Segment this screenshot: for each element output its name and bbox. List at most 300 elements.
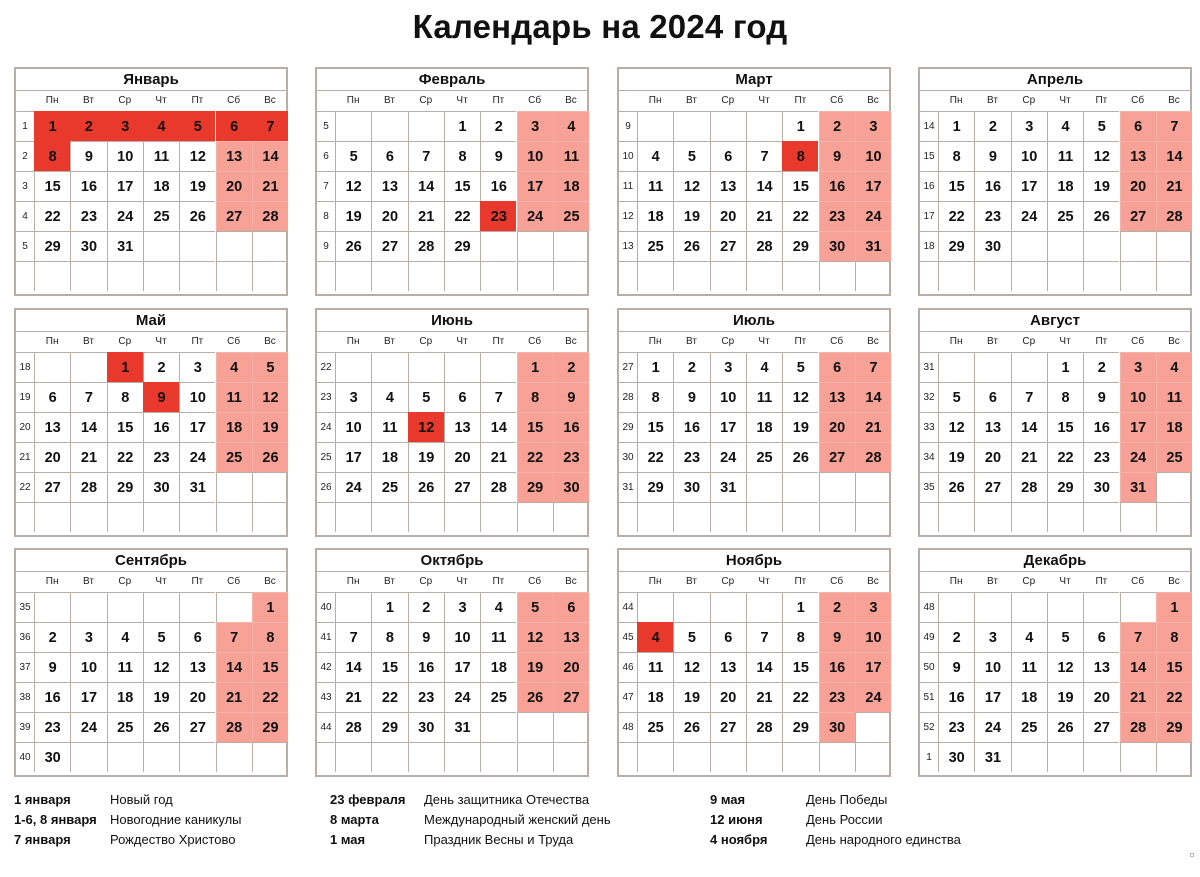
day-cell: 4 — [637, 141, 673, 171]
day-cell: 9 — [34, 652, 70, 682]
empty-cell — [480, 712, 516, 742]
empty-cell — [673, 592, 709, 622]
month-name: Ноябрь — [619, 550, 889, 572]
day-cell: 28 — [480, 472, 516, 502]
day-cell: 18 — [637, 201, 673, 231]
day-cell: 26 — [1083, 201, 1119, 231]
day-cell: 6 — [1083, 622, 1119, 652]
empty-cell — [1011, 502, 1047, 532]
day-cell: 17 — [517, 171, 553, 201]
day-cell: 18 — [1011, 682, 1047, 712]
day-cell: 1 — [517, 352, 553, 382]
holiday-name: Праздник Весны и Труда — [424, 832, 574, 847]
day-cell: 27 — [819, 442, 855, 472]
week-number: 51 — [920, 682, 938, 712]
day-cell: 10 — [855, 141, 891, 171]
day-cell: 17 — [855, 652, 891, 682]
empty-cell — [746, 502, 782, 532]
weekday-header: Чт — [155, 576, 167, 587]
day-cell: 24 — [107, 201, 143, 231]
day-cell: 10 — [1011, 141, 1047, 171]
day-cell: 27 — [710, 712, 746, 742]
day-cell: 15 — [782, 171, 818, 201]
day-cell: 10 — [1120, 382, 1156, 412]
week-number: 6 — [317, 141, 335, 171]
weekday-header: Пт — [492, 336, 505, 347]
empty-cell — [143, 261, 179, 291]
day-cell: 26 — [335, 231, 371, 261]
weekday-header: Пн — [648, 336, 662, 347]
day-cell: 11 — [1047, 141, 1083, 171]
day-cell: 10 — [179, 382, 215, 412]
week-number: 48 — [920, 592, 938, 622]
day-cell: 3 — [1011, 111, 1047, 141]
holiday-date: 8 марта — [330, 812, 379, 827]
empty-cell — [444, 261, 480, 291]
holiday-name: День Победы — [806, 792, 888, 807]
week-number: 18 — [920, 231, 938, 261]
weekday-header: Пт — [1095, 336, 1108, 347]
empty-cell — [855, 261, 891, 291]
weekday-header: Чт — [1059, 336, 1071, 347]
day-cell: 18 — [553, 171, 589, 201]
day-cell: 18 — [1156, 412, 1192, 442]
holiday-name: Международный женский день — [424, 812, 611, 827]
empty-cell — [252, 742, 288, 772]
day-cell: 17 — [179, 412, 215, 442]
weekday-header: Сб — [830, 336, 844, 347]
day-cell: 3 — [855, 592, 891, 622]
day-cell: 13 — [34, 412, 70, 442]
week-number: 8 — [317, 201, 335, 231]
week-number: 22 — [317, 352, 335, 382]
empty-cell — [637, 111, 673, 141]
day-cell: 30 — [143, 472, 179, 502]
empty-cell — [1156, 231, 1192, 261]
weekday-header: Ср — [419, 95, 433, 106]
weekday-header: Чт — [155, 95, 167, 106]
week-number: 15 — [920, 141, 938, 171]
day-cell: 5 — [335, 141, 371, 171]
month-8 — [918, 308, 1192, 537]
weekday-header: Ср — [721, 95, 735, 106]
day-cell: 22 — [34, 201, 70, 231]
day-cell: 10 — [974, 652, 1010, 682]
day-cell: 24 — [444, 682, 480, 712]
day-cell: 9 — [819, 622, 855, 652]
day-cell: 10 — [444, 622, 480, 652]
day-cell: 2 — [143, 352, 179, 382]
week-number — [317, 261, 335, 291]
week-number: 29 — [619, 412, 637, 442]
day-cell: 9 — [819, 141, 855, 171]
day-cell: 15 — [637, 412, 673, 442]
day-cell: 6 — [710, 141, 746, 171]
day-cell: 3 — [710, 352, 746, 382]
day-cell: 20 — [710, 201, 746, 231]
week-number: 5 — [317, 111, 335, 141]
empty-cell — [335, 352, 371, 382]
day-cell: 23 — [553, 442, 589, 472]
day-cell: 21 — [335, 682, 371, 712]
day-cell: 22 — [782, 201, 818, 231]
empty-cell — [673, 261, 709, 291]
day-cell: 27 — [1120, 201, 1156, 231]
day-cell: 6 — [1120, 111, 1156, 141]
empty-cell — [710, 502, 746, 532]
empty-cell — [938, 261, 974, 291]
day-cell: 3 — [974, 622, 1010, 652]
day-cell: 13 — [444, 412, 480, 442]
week-number — [619, 502, 637, 532]
day-cell: 14 — [855, 382, 891, 412]
day-cell: 19 — [335, 201, 371, 231]
day-cell: 31 — [855, 231, 891, 261]
empty-cell — [216, 742, 252, 772]
weekday-header: Сб — [227, 576, 241, 587]
day-cell: 30 — [938, 742, 974, 772]
day-cell: 10 — [335, 412, 371, 442]
day-cell: 2 — [408, 592, 444, 622]
empty-cell — [480, 502, 516, 532]
empty-cell — [335, 111, 371, 141]
day-cell: 8 — [938, 141, 974, 171]
day-cell: 28 — [1120, 712, 1156, 742]
empty-cell — [1156, 472, 1192, 502]
day-cell: 25 — [371, 472, 407, 502]
day-cell: 7 — [855, 352, 891, 382]
day-cell: 10 — [855, 622, 891, 652]
weekday-header: Сб — [227, 336, 241, 347]
empty-cell — [517, 502, 553, 532]
day-cell: 8 — [782, 141, 818, 171]
weekday-header: Вт — [383, 576, 395, 587]
empty-cell — [216, 231, 252, 261]
day-cell: 25 — [1011, 712, 1047, 742]
day-cell: 30 — [974, 231, 1010, 261]
day-cell: 12 — [143, 652, 179, 682]
empty-cell — [710, 742, 746, 772]
day-cell: 13 — [974, 412, 1010, 442]
weekday-header: Вс — [1168, 336, 1180, 347]
day-cell: 19 — [938, 442, 974, 472]
week-number: 21 — [16, 442, 34, 472]
week-number: 27 — [619, 352, 637, 382]
day-cell: 6 — [819, 352, 855, 382]
empty-cell — [637, 592, 673, 622]
empty-cell — [1120, 502, 1156, 532]
week-number: 41 — [317, 622, 335, 652]
day-cell: 5 — [1047, 622, 1083, 652]
weekday-header: Сб — [830, 95, 844, 106]
week-number: 9 — [317, 231, 335, 261]
empty-cell — [1047, 261, 1083, 291]
empty-cell — [1156, 742, 1192, 772]
week-number: 16 — [920, 171, 938, 201]
empty-cell — [1083, 592, 1119, 622]
week-number: 33 — [920, 412, 938, 442]
day-cell: 9 — [673, 382, 709, 412]
empty-cell — [819, 261, 855, 291]
weekday-header: Пн — [45, 95, 59, 106]
empty-cell — [782, 502, 818, 532]
empty-cell — [553, 231, 589, 261]
day-cell: 19 — [673, 201, 709, 231]
week-number: 31 — [920, 352, 938, 382]
week-number: 1 — [920, 742, 938, 772]
day-cell: 27 — [216, 201, 252, 231]
day-cell: 13 — [1120, 141, 1156, 171]
weekday-header: Вс — [264, 336, 276, 347]
day-cell: 8 — [1047, 382, 1083, 412]
empty-cell — [408, 111, 444, 141]
day-cell: 1 — [782, 592, 818, 622]
week-number: 2 — [16, 141, 34, 171]
empty-cell — [70, 502, 106, 532]
weekday-header: Вт — [685, 576, 697, 587]
weekday-header: Пт — [191, 95, 204, 106]
month-name: Февраль — [317, 69, 587, 91]
empty-cell — [974, 592, 1010, 622]
month-name: Апрель — [920, 69, 1190, 91]
day-cell: 15 — [371, 652, 407, 682]
day-cell: 10 — [517, 141, 553, 171]
week-number: 10 — [619, 141, 637, 171]
week-number: 39 — [16, 712, 34, 742]
empty-cell — [673, 111, 709, 141]
day-cell: 30 — [34, 742, 70, 772]
day-cell: 26 — [673, 712, 709, 742]
empty-cell — [1047, 592, 1083, 622]
holiday-date: 1 мая — [330, 832, 366, 847]
week-number: 40 — [16, 742, 34, 772]
day-cell: 7 — [1156, 111, 1192, 141]
day-cell: 9 — [143, 382, 179, 412]
empty-cell — [637, 742, 673, 772]
week-number: 52 — [920, 712, 938, 742]
day-cell: 8 — [517, 382, 553, 412]
week-number: 32 — [920, 382, 938, 412]
weekday-header: Сб — [1131, 336, 1145, 347]
empty-cell — [252, 472, 288, 502]
day-cell: 2 — [480, 111, 516, 141]
weekday-header: Чт — [456, 336, 468, 347]
day-cell: 24 — [517, 201, 553, 231]
empty-cell — [517, 712, 553, 742]
day-cell: 22 — [782, 682, 818, 712]
holiday-name: Рождество Христово — [110, 832, 236, 847]
month-11 — [617, 548, 891, 777]
day-cell: 4 — [746, 352, 782, 382]
day-cell: 26 — [517, 682, 553, 712]
day-cell: 11 — [216, 382, 252, 412]
day-cell: 21 — [216, 682, 252, 712]
month-grid — [920, 332, 1190, 535]
empty-cell — [746, 261, 782, 291]
day-cell: 16 — [819, 652, 855, 682]
month-9 — [14, 548, 288, 777]
day-cell: 9 — [974, 141, 1010, 171]
day-cell: 22 — [517, 442, 553, 472]
day-cell: 25 — [216, 442, 252, 472]
empty-cell — [710, 261, 746, 291]
week-number — [16, 502, 34, 532]
weekday-header: Чт — [1059, 576, 1071, 587]
empty-cell — [408, 502, 444, 532]
month-name: Сентябрь — [16, 550, 286, 572]
empty-cell — [70, 592, 106, 622]
day-cell: 30 — [673, 472, 709, 502]
empty-cell — [1011, 742, 1047, 772]
empty-cell — [335, 261, 371, 291]
empty-cell — [143, 502, 179, 532]
day-cell: 20 — [819, 412, 855, 442]
day-cell: 7 — [1120, 622, 1156, 652]
day-cell: 21 — [1156, 171, 1192, 201]
weekday-header: Вт — [685, 336, 697, 347]
day-cell: 24 — [710, 442, 746, 472]
day-cell: 12 — [1047, 652, 1083, 682]
day-cell: 6 — [34, 382, 70, 412]
empty-cell — [480, 742, 516, 772]
day-cell: 17 — [1120, 412, 1156, 442]
day-cell: 1 — [252, 592, 288, 622]
day-cell: 2 — [938, 622, 974, 652]
empty-cell — [1047, 742, 1083, 772]
empty-cell — [143, 231, 179, 261]
month-name: Июль — [619, 310, 889, 332]
week-number — [619, 261, 637, 291]
day-cell: 21 — [855, 412, 891, 442]
day-cell: 15 — [1047, 412, 1083, 442]
day-cell: 24 — [70, 712, 106, 742]
day-cell: 5 — [673, 141, 709, 171]
empty-cell — [143, 592, 179, 622]
day-cell: 17 — [855, 171, 891, 201]
week-number: 30 — [619, 442, 637, 472]
month-grid — [317, 332, 587, 535]
month-name: Июнь — [317, 310, 587, 332]
empty-cell — [553, 502, 589, 532]
holiday-date: 1-6, 8 января — [14, 812, 97, 827]
empty-cell — [974, 352, 1010, 382]
day-cell: 2 — [34, 622, 70, 652]
day-cell: 21 — [746, 682, 782, 712]
day-cell: 28 — [335, 712, 371, 742]
day-cell: 20 — [710, 682, 746, 712]
day-cell: 4 — [1011, 622, 1047, 652]
day-cell: 31 — [710, 472, 746, 502]
empty-cell — [974, 502, 1010, 532]
day-cell: 18 — [107, 682, 143, 712]
weekday-header: Чт — [1059, 95, 1071, 106]
day-cell: 24 — [855, 682, 891, 712]
empty-cell — [1083, 742, 1119, 772]
empty-cell — [782, 261, 818, 291]
week-number — [920, 502, 938, 532]
day-cell: 16 — [70, 171, 106, 201]
week-number: 18 — [16, 352, 34, 382]
empty-cell — [1047, 231, 1083, 261]
day-cell: 27 — [710, 231, 746, 261]
day-cell: 9 — [1083, 382, 1119, 412]
month-6 — [315, 308, 589, 537]
empty-cell — [1011, 352, 1047, 382]
week-number: 22 — [16, 472, 34, 502]
day-cell: 29 — [782, 231, 818, 261]
day-cell: 29 — [637, 472, 673, 502]
day-cell: 3 — [107, 111, 143, 141]
weekday-header: Вс — [565, 576, 577, 587]
day-cell: 23 — [974, 201, 1010, 231]
page-title: Календарь на 2024 год — [412, 8, 788, 45]
empty-cell — [444, 352, 480, 382]
day-cell: 1 — [938, 111, 974, 141]
empty-cell — [107, 502, 143, 532]
day-cell: 20 — [1083, 682, 1119, 712]
week-number: 43 — [317, 682, 335, 712]
empty-cell — [1083, 261, 1119, 291]
week-number: 35 — [16, 592, 34, 622]
day-cell: 28 — [216, 712, 252, 742]
week-number — [317, 742, 335, 772]
day-cell: 25 — [637, 231, 673, 261]
month-grid — [16, 572, 286, 775]
week-number: 3 — [16, 171, 34, 201]
day-cell: 11 — [1011, 652, 1047, 682]
day-cell: 18 — [746, 412, 782, 442]
day-cell: 23 — [1083, 442, 1119, 472]
month-grid — [920, 572, 1190, 775]
day-cell: 8 — [782, 622, 818, 652]
weekday-header: Вс — [1168, 576, 1180, 587]
empty-cell — [444, 742, 480, 772]
day-cell: 16 — [480, 171, 516, 201]
weekday-header: Пн — [346, 576, 360, 587]
empty-cell — [855, 742, 891, 772]
day-cell: 26 — [252, 442, 288, 472]
day-cell: 3 — [855, 111, 891, 141]
month-grid — [16, 332, 286, 535]
day-cell: 28 — [252, 201, 288, 231]
weekday-header: Вт — [383, 336, 395, 347]
day-cell: 10 — [70, 652, 106, 682]
day-cell: 30 — [553, 472, 589, 502]
week-number: 5 — [16, 231, 34, 261]
empty-cell — [553, 261, 589, 291]
day-cell: 29 — [1156, 712, 1192, 742]
weekday-header: Ср — [419, 336, 433, 347]
day-cell: 20 — [444, 442, 480, 472]
weekday-header: Сб — [528, 336, 542, 347]
day-cell: 2 — [974, 111, 1010, 141]
month-5 — [14, 308, 288, 537]
week-number: 45 — [619, 622, 637, 652]
day-cell: 7 — [252, 111, 288, 141]
weekday-header: Сб — [227, 95, 241, 106]
day-cell: 27 — [553, 682, 589, 712]
empty-cell — [746, 592, 782, 622]
day-cell: 30 — [819, 231, 855, 261]
day-cell: 30 — [1083, 472, 1119, 502]
day-cell: 5 — [938, 382, 974, 412]
empty-cell — [746, 472, 782, 502]
empty-cell — [216, 502, 252, 532]
day-cell: 25 — [143, 201, 179, 231]
weekday-header: Ср — [721, 576, 735, 587]
day-cell: 22 — [938, 201, 974, 231]
day-cell: 19 — [673, 682, 709, 712]
